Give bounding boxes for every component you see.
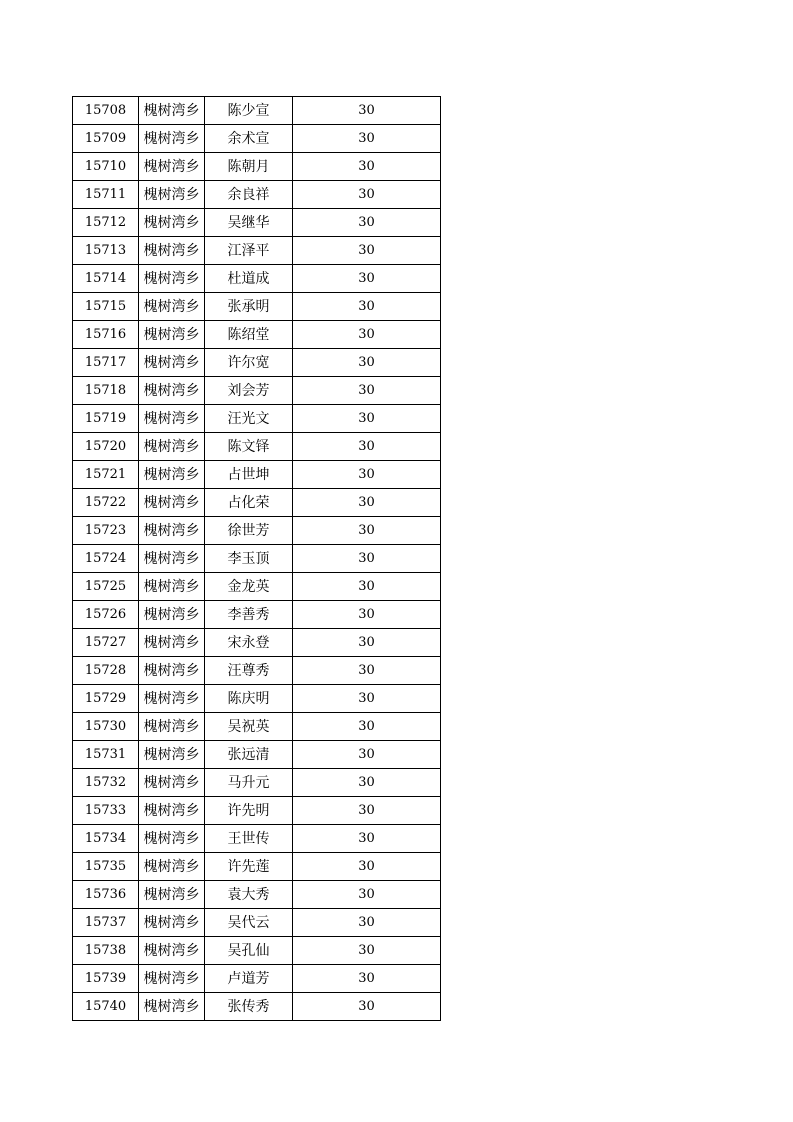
- person-name-cell: 江泽平: [205, 237, 293, 265]
- amount-cell: 30: [293, 965, 441, 993]
- town-cell: 槐树湾乡: [139, 685, 205, 713]
- town-cell: 槐树湾乡: [139, 489, 205, 517]
- amount-cell: 30: [293, 349, 441, 377]
- amount-cell: 30: [293, 937, 441, 965]
- amount-cell: 30: [293, 573, 441, 601]
- row-id-cell: 15733: [73, 797, 139, 825]
- row-id-cell: 15740: [73, 993, 139, 1021]
- amount-cell: 30: [293, 153, 441, 181]
- person-name-cell: 余术宣: [205, 125, 293, 153]
- town-cell: 槐树湾乡: [139, 573, 205, 601]
- town-cell: 槐树湾乡: [139, 629, 205, 657]
- amount-cell: 30: [293, 181, 441, 209]
- person-name-cell: 吴代云: [205, 909, 293, 937]
- amount-cell: 30: [293, 125, 441, 153]
- table-row: [73, 125, 441, 153]
- table-row: [73, 937, 441, 965]
- table-row: [73, 237, 441, 265]
- table-row: [73, 153, 441, 181]
- person-name-cell: 许先明: [205, 797, 293, 825]
- amount-cell: 30: [293, 293, 441, 321]
- row-id-cell: 15710: [73, 153, 139, 181]
- amount-cell: 30: [293, 657, 441, 685]
- amount-cell: 30: [293, 601, 441, 629]
- amount-cell: 30: [293, 881, 441, 909]
- person-name-cell: 陈绍堂: [205, 321, 293, 349]
- amount-cell: 30: [293, 517, 441, 545]
- table-row: [73, 741, 441, 769]
- town-cell: 槐树湾乡: [139, 293, 205, 321]
- row-id-cell: 15735: [73, 853, 139, 881]
- table-row: [73, 993, 441, 1021]
- table-row: [73, 797, 441, 825]
- person-name-cell: 李善秀: [205, 601, 293, 629]
- person-name-cell: 汪光文: [205, 405, 293, 433]
- row-id-cell: 15718: [73, 377, 139, 405]
- row-id-cell: 15723: [73, 517, 139, 545]
- person-name-cell: 许先莲: [205, 853, 293, 881]
- row-id-cell: 15736: [73, 881, 139, 909]
- table-row: [73, 97, 441, 125]
- person-name-cell: 张承明: [205, 293, 293, 321]
- amount-cell: 30: [293, 433, 441, 461]
- row-id-cell: 15739: [73, 965, 139, 993]
- row-id-cell: 15713: [73, 237, 139, 265]
- person-name-cell: 吴祝英: [205, 713, 293, 741]
- table-row: [73, 629, 441, 657]
- amount-cell: 30: [293, 237, 441, 265]
- person-name-cell: 陈文铎: [205, 433, 293, 461]
- town-cell: 槐树湾乡: [139, 181, 205, 209]
- table-row: [73, 965, 441, 993]
- town-cell: 槐树湾乡: [139, 517, 205, 545]
- town-cell: 槐树湾乡: [139, 433, 205, 461]
- person-name-cell: 张远清: [205, 741, 293, 769]
- table-row: [73, 293, 441, 321]
- town-cell: 槐树湾乡: [139, 853, 205, 881]
- table-row: [73, 601, 441, 629]
- amount-cell: 30: [293, 853, 441, 881]
- town-cell: 槐树湾乡: [139, 741, 205, 769]
- town-cell: 槐树湾乡: [139, 237, 205, 265]
- person-name-cell: 陈朝月: [205, 153, 293, 181]
- amount-cell: 30: [293, 489, 441, 517]
- amount-cell: 30: [293, 405, 441, 433]
- table-row: [73, 713, 441, 741]
- town-cell: 槐树湾乡: [139, 545, 205, 573]
- town-cell: 槐树湾乡: [139, 377, 205, 405]
- row-id-cell: 15708: [73, 97, 139, 125]
- town-cell: 槐树湾乡: [139, 713, 205, 741]
- person-name-cell: 占化荣: [205, 489, 293, 517]
- town-cell: 槐树湾乡: [139, 881, 205, 909]
- amount-cell: 30: [293, 461, 441, 489]
- row-id-cell: 15719: [73, 405, 139, 433]
- amount-cell: 30: [293, 97, 441, 125]
- row-id-cell: 15724: [73, 545, 139, 573]
- town-cell: 槐树湾乡: [139, 405, 205, 433]
- town-cell: 槐树湾乡: [139, 769, 205, 797]
- row-id-cell: 15725: [73, 573, 139, 601]
- row-id-cell: 15729: [73, 685, 139, 713]
- amount-cell: 30: [293, 769, 441, 797]
- town-cell: 槐树湾乡: [139, 657, 205, 685]
- town-cell: 槐树湾乡: [139, 349, 205, 377]
- row-id-cell: 15732: [73, 769, 139, 797]
- table-row: [73, 685, 441, 713]
- row-id-cell: 15730: [73, 713, 139, 741]
- town-cell: 槐树湾乡: [139, 825, 205, 853]
- town-cell: 槐树湾乡: [139, 153, 205, 181]
- row-id-cell: 15726: [73, 601, 139, 629]
- row-id-cell: 15716: [73, 321, 139, 349]
- table-row: [73, 573, 441, 601]
- table-row: [73, 461, 441, 489]
- table-row: [73, 881, 441, 909]
- town-cell: 槐树湾乡: [139, 797, 205, 825]
- town-cell: 槐树湾乡: [139, 97, 205, 125]
- row-id-cell: 15731: [73, 741, 139, 769]
- person-name-cell: 刘会芳: [205, 377, 293, 405]
- town-cell: 槐树湾乡: [139, 461, 205, 489]
- row-id-cell: 15728: [73, 657, 139, 685]
- row-id-cell: 15715: [73, 293, 139, 321]
- table-row: [73, 545, 441, 573]
- person-name-cell: 卢道芳: [205, 965, 293, 993]
- person-name-cell: 陈少宣: [205, 97, 293, 125]
- person-name-cell: 李玉顶: [205, 545, 293, 573]
- person-name-cell: 汪尊秀: [205, 657, 293, 685]
- table-row: [73, 181, 441, 209]
- person-name-cell: 杜道成: [205, 265, 293, 293]
- town-cell: 槐树湾乡: [139, 937, 205, 965]
- row-id-cell: 15720: [73, 433, 139, 461]
- amount-cell: 30: [293, 993, 441, 1021]
- amount-cell: 30: [293, 629, 441, 657]
- town-cell: 槐树湾乡: [139, 601, 205, 629]
- town-cell: 槐树湾乡: [139, 909, 205, 937]
- town-cell: 槐树湾乡: [139, 965, 205, 993]
- person-name-cell: 陈庆明: [205, 685, 293, 713]
- town-cell: 槐树湾乡: [139, 125, 205, 153]
- person-name-cell: 马升元: [205, 769, 293, 797]
- row-id-cell: 15714: [73, 265, 139, 293]
- amount-cell: 30: [293, 797, 441, 825]
- table-row: [73, 321, 441, 349]
- table-row: [73, 349, 441, 377]
- table-row: [73, 825, 441, 853]
- person-name-cell: 徐世芳: [205, 517, 293, 545]
- amount-cell: 30: [293, 713, 441, 741]
- table-row: [73, 909, 441, 937]
- row-id-cell: 15727: [73, 629, 139, 657]
- person-name-cell: 宋永登: [205, 629, 293, 657]
- table-row: [73, 209, 441, 237]
- table-row: [73, 853, 441, 881]
- amount-cell: 30: [293, 209, 441, 237]
- row-id-cell: 15709: [73, 125, 139, 153]
- amount-cell: 30: [293, 377, 441, 405]
- row-id-cell: 15734: [73, 825, 139, 853]
- row-id-cell: 15737: [73, 909, 139, 937]
- table-row: [73, 405, 441, 433]
- amount-cell: 30: [293, 685, 441, 713]
- table-row: [73, 265, 441, 293]
- town-cell: 槐树湾乡: [139, 265, 205, 293]
- table-row: [73, 769, 441, 797]
- amount-cell: 30: [293, 825, 441, 853]
- row-id-cell: 15712: [73, 209, 139, 237]
- table-row: [73, 657, 441, 685]
- person-name-cell: 袁大秀: [205, 881, 293, 909]
- table-row: [73, 489, 441, 517]
- row-id-cell: 15717: [73, 349, 139, 377]
- person-name-cell: 王世传: [205, 825, 293, 853]
- table-row: [73, 433, 441, 461]
- amount-cell: 30: [293, 909, 441, 937]
- row-id-cell: 15721: [73, 461, 139, 489]
- person-name-cell: 占世坤: [205, 461, 293, 489]
- town-cell: 槐树湾乡: [139, 321, 205, 349]
- data-table: [72, 96, 441, 1021]
- amount-cell: 30: [293, 321, 441, 349]
- person-name-cell: 张传秀: [205, 993, 293, 1021]
- person-name-cell: 金龙英: [205, 573, 293, 601]
- person-name-cell: 许尔宽: [205, 349, 293, 377]
- amount-cell: 30: [293, 545, 441, 573]
- row-id-cell: 15711: [73, 181, 139, 209]
- person-name-cell: 吴继华: [205, 209, 293, 237]
- table-row: [73, 517, 441, 545]
- town-cell: 槐树湾乡: [139, 993, 205, 1021]
- table-body: [73, 97, 441, 1021]
- row-id-cell: 15738: [73, 937, 139, 965]
- amount-cell: 30: [293, 741, 441, 769]
- town-cell: 槐树湾乡: [139, 209, 205, 237]
- amount-cell: 30: [293, 265, 441, 293]
- row-id-cell: 15722: [73, 489, 139, 517]
- person-name-cell: 余良祥: [205, 181, 293, 209]
- person-name-cell: 吴孔仙: [205, 937, 293, 965]
- table-row: [73, 377, 441, 405]
